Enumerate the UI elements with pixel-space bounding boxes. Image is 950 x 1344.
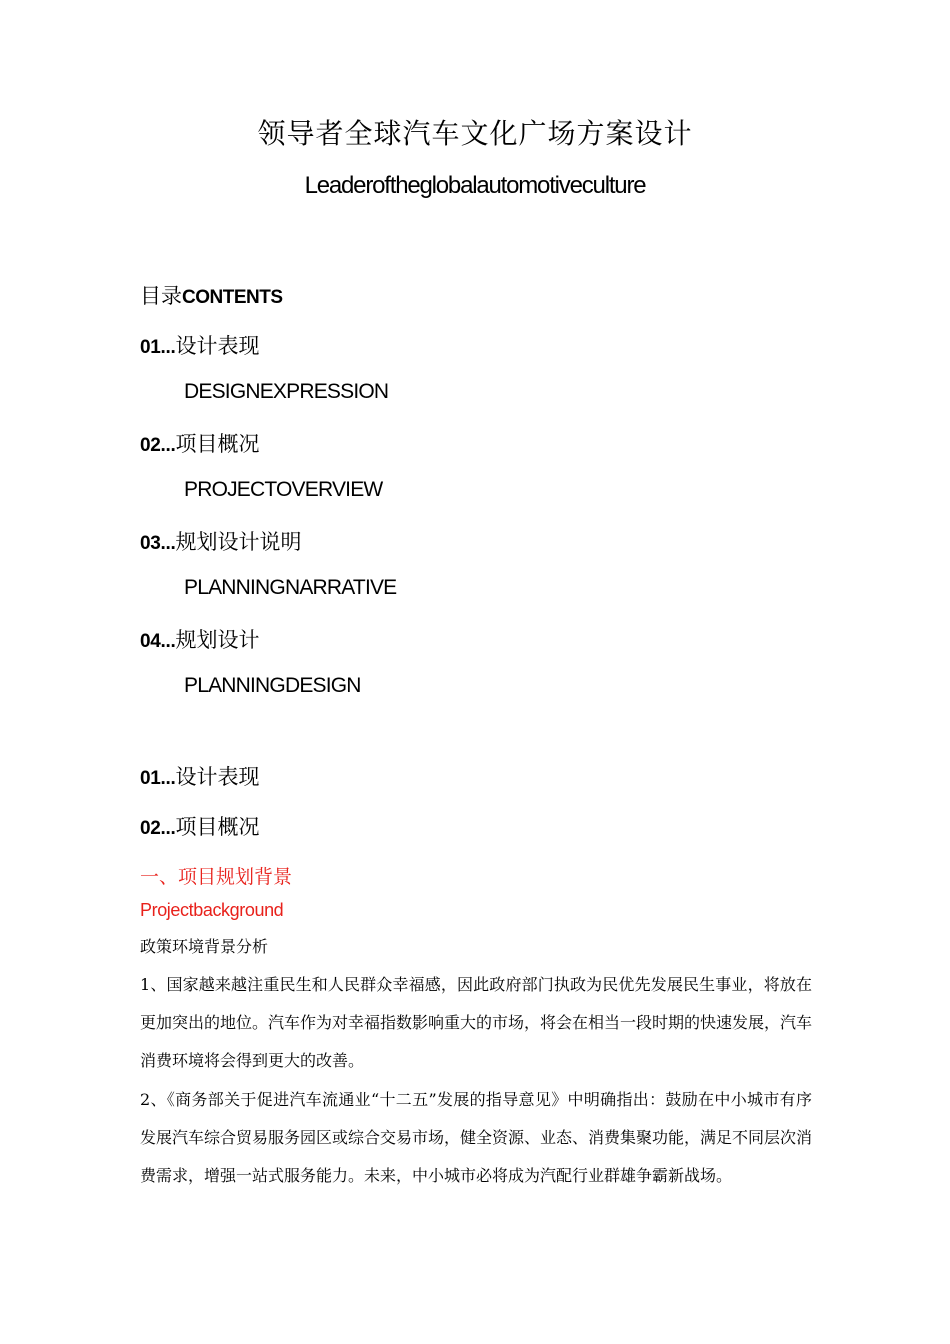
- document-title-en: Leaderoftheglobalautomotiveculture: [304, 172, 646, 199]
- toc-item-3-title-cn: 规划设计说明: [175, 530, 302, 554]
- section-1-number: 01...: [140, 768, 176, 789]
- paragraph-2: 2、《商务部关于促进汽车流通业“十二五”发展的指导意见》中明确指出：鼓励在中小城市有序发展汽车综合贸易服务园区或综合交易市场，健全资源、业态、消费集聚功能，满足不同层次消费需求，增强一站式服务能力。未来，中小城市必将成为汽配行业群雄争霸新战场。: [140, 1090, 813, 1185]
- contents-label-en: CONTENTS: [182, 287, 283, 308]
- toc-item-2-title-cn: 项目概况: [175, 432, 260, 456]
- toc-item-4-title-en: PLANNINGDESIGN: [184, 674, 361, 697]
- toc-item-1-title-cn: 设计表现: [175, 334, 260, 358]
- document-title-cn: 领导者全球汽车文化广场方案设计: [257, 117, 693, 150]
- toc-item-1-title-en: DESIGNEXPRESSION: [184, 380, 389, 403]
- toc-item-3-title-en: PLANNINGNARRATIVE: [184, 576, 397, 599]
- section-1-title: 设计表现: [175, 765, 260, 789]
- paragraph-1: 1、国家越来越注重民生和人民群众幸福感，因此政府部门执政为民优先发展民生事业，将放在更加突出的地位。汽车作为对幸福指数影响重大的市场，将会在相当一段时期的快速发展，汽车消费环境将会得到更大的改善。: [140, 975, 813, 1070]
- toc-item-4: [140, 624, 259, 654]
- toc-item-2-title-en: PROJECTOVERVIEW: [184, 478, 383, 501]
- contents-label-cn: 目录: [140, 284, 182, 308]
- section-2-title: 项目概况: [175, 815, 260, 839]
- toc-item-2: [140, 428, 259, 458]
- project-background-heading-cn: 一、项目规划背景: [140, 866, 293, 888]
- toc-item-3: [140, 526, 301, 556]
- toc-item-3-number: 03...: [140, 533, 176, 554]
- toc-item-1: [140, 330, 259, 360]
- toc-item-4-title-cn: 规划设计: [175, 628, 260, 652]
- toc-item-1-number: 01...: [140, 337, 176, 358]
- section-heading-2: [140, 811, 259, 841]
- policy-analysis-subheading: 政策环境背景分析: [140, 937, 269, 956]
- toc-item-4-number: 04...: [140, 631, 176, 652]
- contents-heading: [140, 280, 283, 310]
- section-heading-1: [140, 761, 259, 791]
- project-background-heading-en: Projectbackground: [140, 900, 284, 920]
- toc-item-2-number: 02...: [140, 435, 176, 456]
- section-2-number: 02...: [140, 818, 176, 839]
